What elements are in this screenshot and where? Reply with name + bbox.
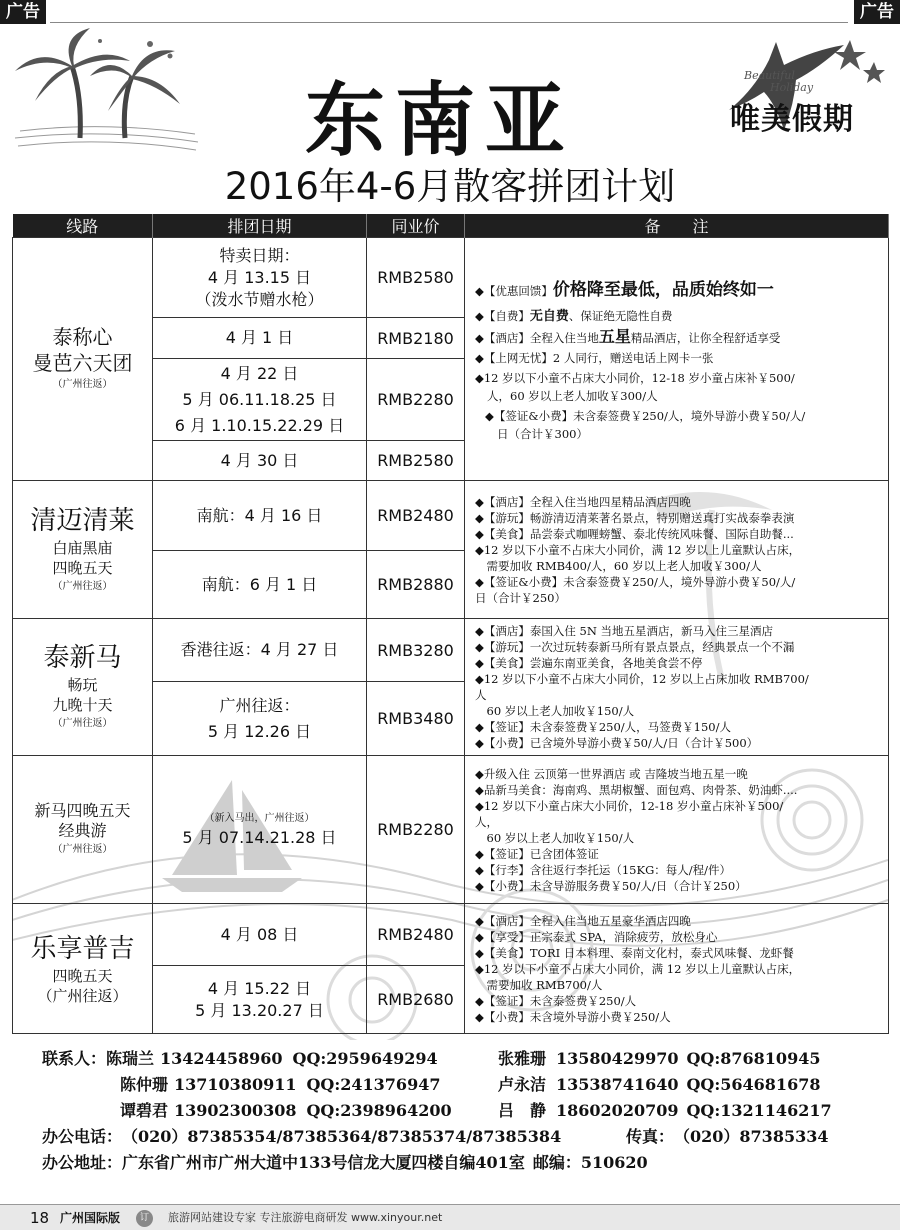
route-name-cell [13,238,153,481]
remark-line: ◆【享受】正宗泰式 SPA，消除疲劳，放松身心 [475,929,718,944]
contact-phone: 13538741640 [556,1075,679,1094]
remark-line [475,326,882,346]
remark-highlight: 五星 [598,326,631,346]
address-label: 办公地址： [42,1153,123,1172]
remark-line: ◆【游玩】畅游清迈清莱著名景点，特别赠送真打实战泰拳表演 [475,510,795,525]
remark-line: ◆【签证】未含泰签费￥250/人 [475,993,637,1008]
remark-highlight: 无自费 [529,308,569,324]
route-name: 泰新马 [43,643,122,673]
remark-line: ◆【小费】已含境外导游小费￥50/人/日（合计￥500） [475,736,759,750]
contact-name: 陈仲珊 [120,1075,169,1094]
price-cell: RMB2280 [367,756,465,904]
date-cell [153,756,367,904]
contact-phone: 13580429970 [556,1049,679,1068]
price-cell: RMB3280 [367,619,465,682]
date-line: 5 月 13.20.27 日 [195,1000,324,1020]
remark-line: ◆【小费】未含导游服务费￥50/人/日（合计￥250） [475,878,747,893]
route-subtitle: 白庙黑庙 [52,538,113,557]
route-name: 经典游 [58,820,107,840]
remark-line: 需要加收 RMB700/人 [475,977,603,992]
remark-line: ◆升级入住 云顶第一世界酒店 或 吉隆坡当地五星一晚 [475,766,748,781]
route-name: 清迈清莱 [30,505,135,536]
remark-line: ◆12 岁以下小童占床大小同价，12-18 岁小童占床补￥500/ [475,798,784,813]
sub-title: 2016年4-6月散客拼团计划 [224,165,676,208]
table-row [13,756,889,904]
route-name-cell [13,756,153,904]
address-row [42,1150,648,1176]
remark-line: ◆【酒店】全程入住当地五星豪华酒店四晚 [475,913,691,928]
contact-row [498,1046,820,1072]
contact-phone: 13902300308 [174,1101,297,1120]
ad-label-right: 广告 [854,0,900,24]
ad-label-left: 广告 [0,0,46,24]
contact-row [498,1098,832,1124]
contact-phone: 13710380911 [174,1075,297,1094]
remark-line: ◆【签证&小费】未含泰签费￥250/人，境外导游小费￥50/人/ [475,574,796,589]
route-subtitle: 畅玩 [67,676,98,694]
date-cell: 4 月 1 日 [153,318,367,359]
main-title: 东南亚 [305,73,575,167]
date-cell [153,682,367,756]
brand-chinese: 唯美假期 [730,102,854,137]
date-cell [153,966,367,1034]
address: 广东省广州市广州大道中133号信龙大厦四楼自编401室 [122,1153,525,1172]
date-line: 4 月 13.15 日 [207,267,312,287]
remark-line: ◆【游玩】一次过玩转泰新马所有景点景点，经典景点一个不漏 [475,640,795,654]
remark-prefix: ◆【自费】 [475,308,530,323]
date-cell: 南航：6 月 1 日 [153,551,367,619]
remarks-cell [465,619,889,756]
contact-row [498,1072,820,1098]
booking-icon: 订 [136,1210,153,1227]
remark-line: ◆12 岁以下小童不占床大小同价，12 岁以上占床加收 RMB700/ [475,672,809,686]
remark-line: 需要加收 RMB400/人，60 岁以上老人加收￥300/人 [475,558,762,573]
fax-row [626,1124,828,1150]
header-route: 线路 [13,214,153,238]
date-line: 6 月 1.10.15.22.29 日 [174,415,345,435]
date-cell [153,359,367,441]
remarks-cell [465,756,889,904]
office-phone-label: 办公电话： [42,1127,123,1146]
route-subtitle: 四晚五天 [52,966,113,985]
contact-qq: QQ:2398964200 [306,1101,452,1120]
remark-line: 60 岁以上老人加收￥150/人 [475,704,635,718]
table-row [13,904,889,966]
date-cell: 4 月 30 日 [153,441,367,481]
remark-line: ◆【上网无忧】2 人同行，赠送电话上网卡一张 [475,350,714,365]
remark-line: 日（合计￥250） [475,590,566,605]
footer-bar [0,1204,900,1230]
route-name-cell [13,904,153,1034]
remarks-cell [465,904,889,1034]
date-line: 4 月 22 日 [220,363,299,383]
remarks-cell [465,238,889,481]
contacts-label: 联系人： [42,1049,107,1068]
date-note: （新入马出，广州往返） [204,812,315,824]
remark-line: ◆品新马美食：海南鸡、黑胡椒蟹、面包鸡、肉骨茶、奶油虾.... [475,782,798,797]
remark-line: ◆12 岁以下小童不占床大小同价，满 12 岁以上儿童默认占床， [475,542,801,557]
route-subtitle: 九晚十天 [52,696,113,714]
remark-prefix: ◆【优惠回馈】 [475,283,553,298]
contact-phone: 18602020709 [556,1101,679,1120]
price-cell: RMB2580 [367,238,465,318]
fax-label: 传真： [626,1127,675,1146]
route-tag: （广州往返） [52,843,113,855]
remark-line: 日（合计￥300） [497,426,588,441]
remark-line: ◆【美食】尝遍东南亚美食，各地美食尝不停 [475,656,703,670]
remark-line: ◆【签证】已含团体签证 [475,846,599,861]
route-name: 乐享普吉 [30,933,135,964]
contact-name: 吕 静 [498,1101,547,1120]
contact-qq: QQ:1321146217 [686,1101,832,1120]
remark-line: ◆【酒店】全程入住当地四星精品酒店四晚 [475,494,691,509]
table-row [13,481,889,551]
price-cell: RMB2180 [367,318,465,359]
route-name: 曼芭六天团 [32,351,133,375]
route-name: 泰称心 [52,325,113,349]
remark-line: 人， [475,814,498,829]
remark-line: 人，60 岁以上老人加收￥300/人 [487,388,658,403]
remark-line [475,308,882,325]
date-line: 4 月 15.22 日 [207,978,312,998]
office-phone-row [42,1124,561,1150]
remarks-cell [465,481,889,619]
remark-line: ◆12 岁以下小童不占床大小同价，12-18 岁小童占床补￥500/ [475,370,795,385]
remark-line: 人 [475,688,487,702]
top-rule [50,22,848,23]
route-name-cell [13,619,153,756]
price-cell: RMB2680 [367,966,465,1034]
tour-plan-table [12,214,889,1034]
remark-highlight: 价格降至最低，品质始终如一 [552,279,774,300]
price-cell: RMB2480 [367,481,465,551]
palm-tree-illustration [10,26,200,156]
contact-row [42,1046,438,1072]
route-tag: （广州往返） [52,379,113,390]
remark-text: 精品酒店，让你全程舒适享受 [630,330,781,345]
date-line: 广州往返： [219,695,300,715]
route-subtitle: 四晚五天 [52,558,113,577]
price-cell: RMB2280 [367,359,465,441]
date-cell: 南航：4 月 16 日 [153,481,367,551]
contact-qq: QQ:2959649294 [292,1049,438,1068]
remark-line: ◆【美食】品尝泰式咖喱螃蟹、泰北传统风味餐、国际自助餐... [475,526,794,541]
contact-qq: QQ:876810945 [686,1049,821,1068]
header-dates: 排团日期 [153,214,367,238]
remark-line: ◆【签证】未含泰签费￥250/人，马签费￥150/人 [475,720,731,734]
contact-name: 卢永洁 [498,1075,547,1094]
remark-line [475,277,882,304]
remark-line: ◆12 岁以下小童不占床大小同价，满 12 岁以上儿童默认占床， [475,961,801,976]
footer-brand: 广州国际版 [60,1211,121,1225]
remark-line: ◆【酒店】泰国入住 5N 当地五星酒店，新马入住三星酒店 [475,624,774,638]
date-line: 特卖日期： [219,245,300,265]
date-cell: 香港往返：4 月 27 日 [153,619,367,682]
contact-name: 张雅珊 [498,1049,547,1068]
brand-english-line-2: Holiday [770,81,814,94]
header-remarks: 备 注 [465,214,889,238]
footer-slogan: 旅游网站建设专家 专注旅游电商研发 www.xinyour.net [168,1211,443,1224]
postcode-label: 邮编： [532,1153,581,1172]
date-line: 5 月 06.11.18.25 日 [182,389,337,409]
contact-qq: QQ:241376947 [306,1075,441,1094]
page-number: 18 [30,1209,50,1227]
brand-english-line-1: Beautiful [744,69,795,82]
route-tag: （广州往返） [52,580,113,592]
route-subtitle: （广州往返） [37,986,128,1005]
table-row [13,619,889,682]
date-line: 5 月 12.26 日 [207,721,312,741]
contact-name: 谭碧君 [120,1101,169,1120]
date-cell: 4 月 08 日 [153,904,367,966]
contact-name: 陈瑞兰 [106,1049,155,1068]
contact-phone: 13424458960 [160,1049,283,1068]
fax-number: （020）87385334 [674,1127,829,1146]
table-row [13,238,889,318]
remark-prefix: ◆【酒店】全程入住当地 [475,330,599,345]
brand-english [744,70,813,94]
header-price: 同业价 [367,214,465,238]
contact-row [120,1072,440,1098]
remark-line: ◆【美食】TORI 日本料理、泰南文化村，泰式风味餐、龙虾餐 [475,945,794,960]
date-line: 5 月 07.14.21.28 日 [182,827,337,847]
remark-text: 、保证绝无隐性自费 [568,308,673,323]
date-cell [153,238,367,318]
contact-qq: QQ:564681678 [686,1075,821,1094]
price-cell: RMB2480 [367,904,465,966]
postcode: 510620 [580,1153,648,1172]
price-cell: RMB3480 [367,682,465,756]
route-name-cell [13,481,153,619]
remark-line: 60 岁以上老人加收￥150/人 [475,830,635,845]
date-line: （泼水节赠水枪） [195,289,324,309]
route-tag: （广州往返） [52,718,113,729]
office-phone: （020）87385354/87385364/87385374/87385384 [122,1127,562,1146]
contact-row [120,1098,452,1124]
remark-line: ◆【小费】未含境外导游小费￥250/人 [475,1009,671,1024]
remark-line: ◆【签证&小费】未含泰签费￥250/人，境外导游小费￥50/人/ [485,408,806,423]
price-cell: RMB2580 [367,441,465,481]
route-name: 新马四晚五天 [34,800,131,820]
table-header-row [13,214,889,238]
price-cell: RMB2880 [367,551,465,619]
remark-line: ◆【行李】含往返行李托运（15KG：每人/程/件） [475,862,732,877]
